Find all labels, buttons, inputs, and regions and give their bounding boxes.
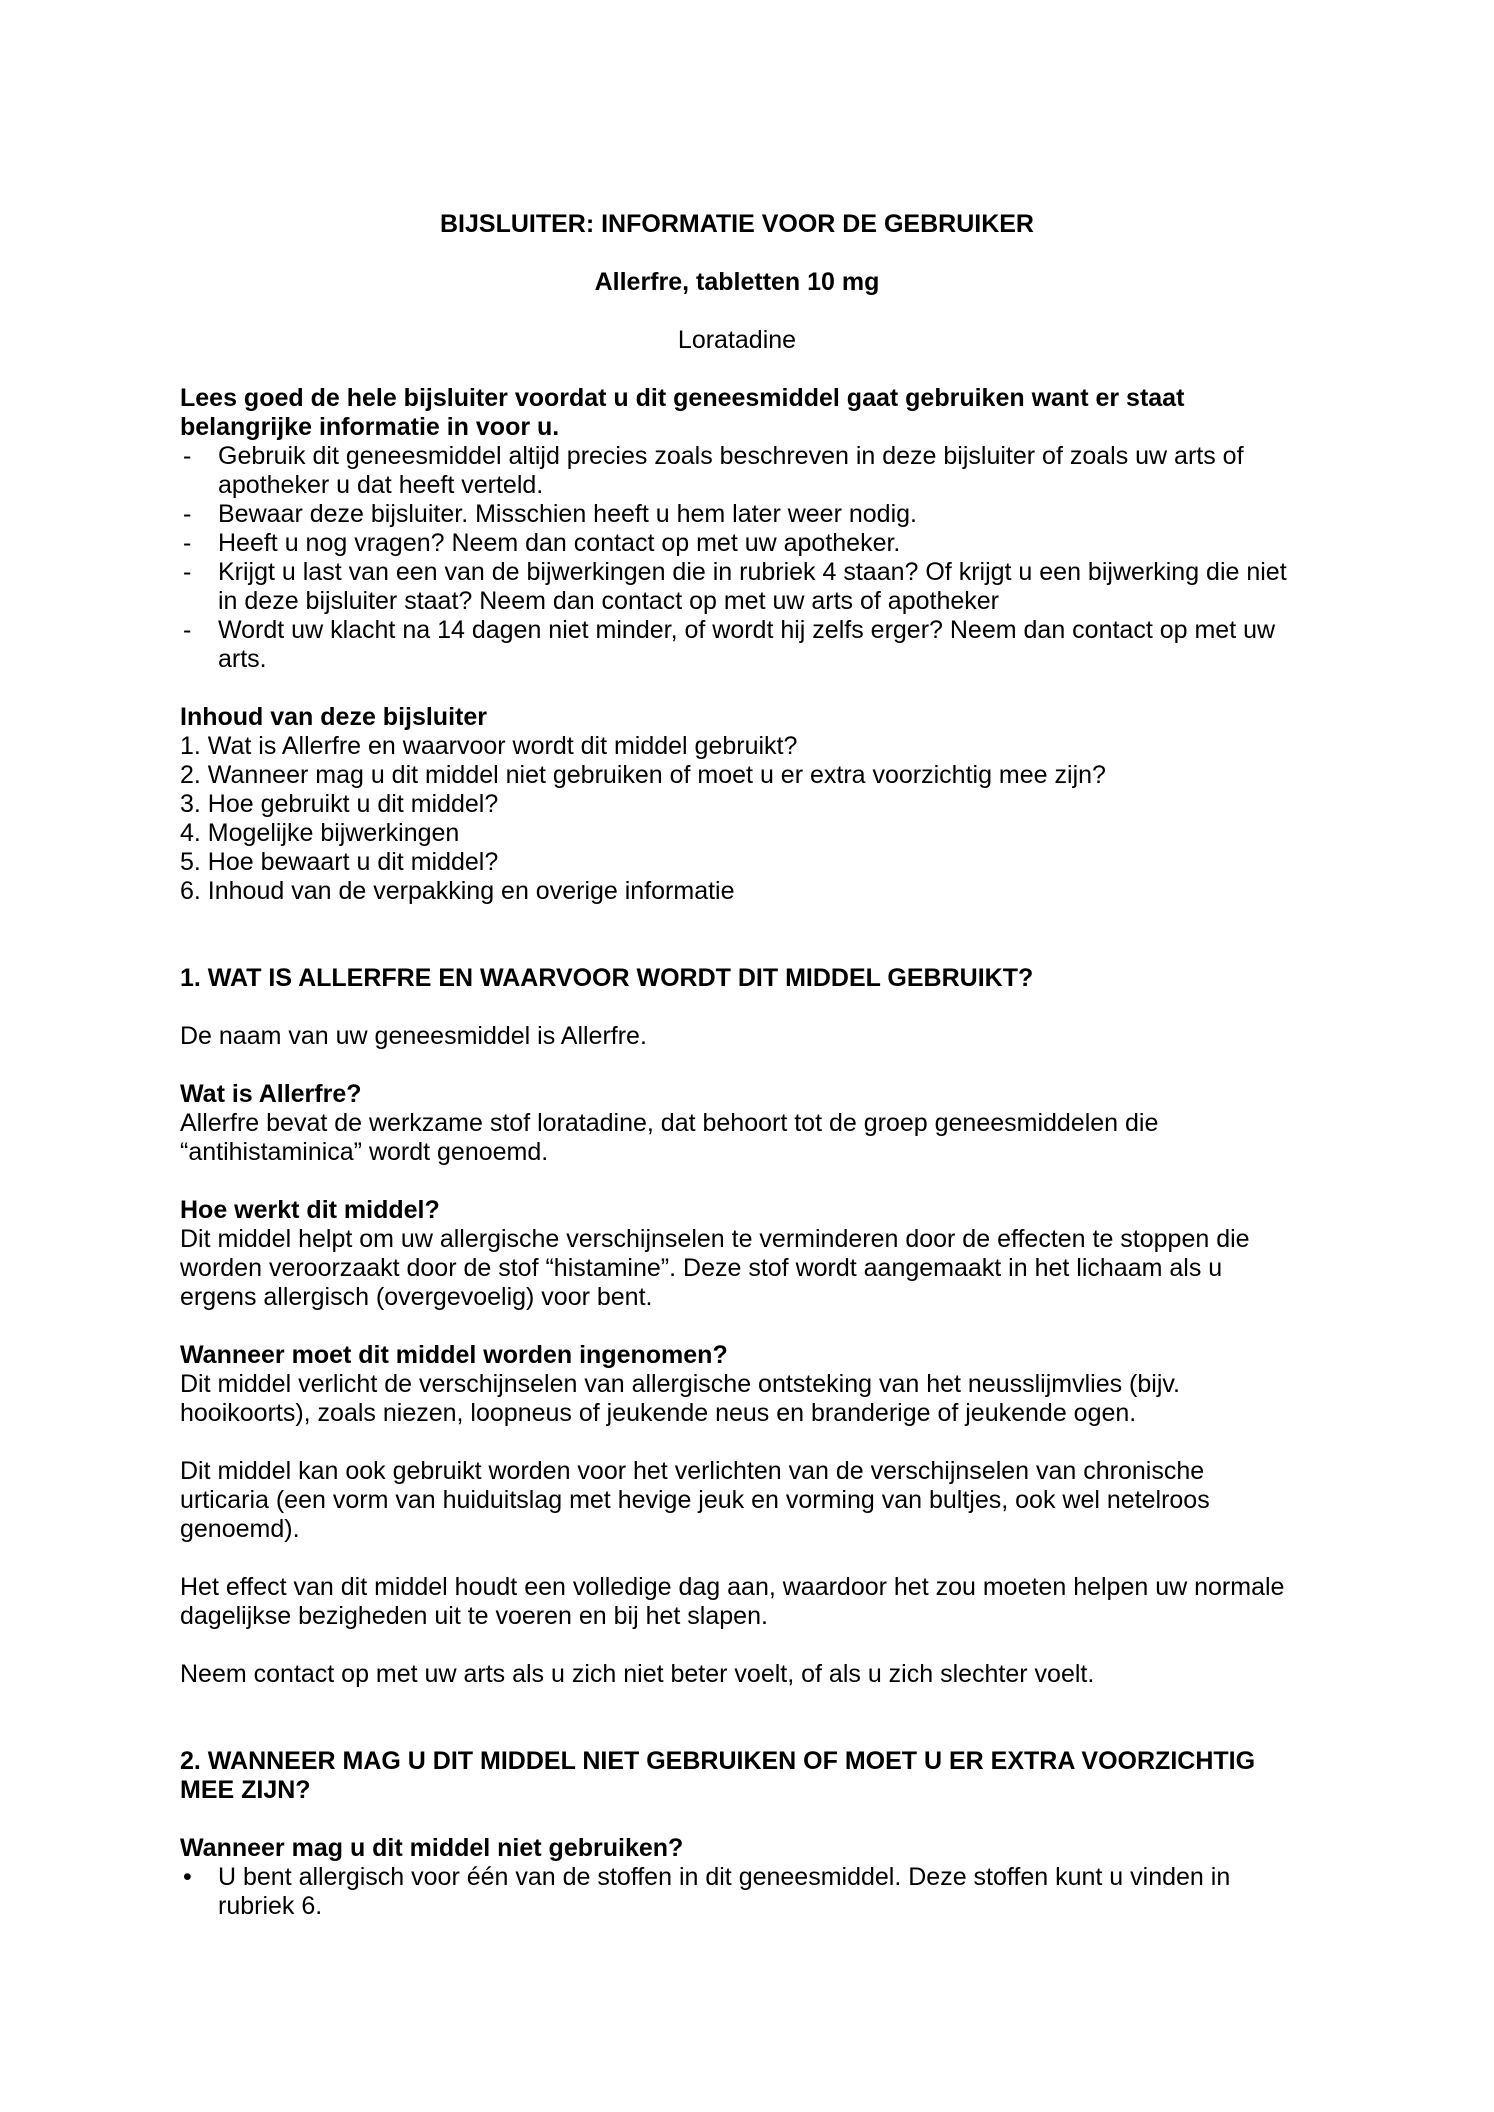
when-not-use-heading: Wanneer mag u dit middel niet gebruiken? [180,1834,684,1862]
toc-item: 1. Wat is Allerfre en waarvoor wordt dit middel gebruikt? [180,732,798,760]
intro-item-text: Gebruik dit geneesmiddel altijd precies zoals beschreven in deze bijsluiter of zoals uw arts of apotheker u dat heeft verteld. [218,442,1244,499]
intro-item-text: Krijgt u last van een van de bijwerkingen die in rubriek 4 staan? Of krijgt u een bijwerking die niet in deze bijsluiter staat? Neem dan contact op met uw arts of apotheker [218,558,1287,615]
section-1-intro: De naam van uw geneesmiddel is Allerfre. [180,1022,647,1050]
how-works-text: Dit middel helpt om uw allergische verschijnselen te verminderen door de effecten te stoppen die worden veroorzaakt door de stof “histamine”. Deze stof wordt aangemaakt in het lichaam als u ergens allergisch (overgevoelig) voor bent. [180,1225,1250,1311]
when-not-use-item [180,1863,1294,1921]
how-works-heading: Hoe werkt dit middel? [180,1196,440,1224]
toc-heading: Inhoud van deze bijsluiter [180,703,487,731]
intro-list-item [180,529,1294,558]
when-not-use-item-text: U bent allergisch voor één van de stoffen in dit geneesmiddel. Deze stoffen kunt u vinden in rubriek 6. [218,1863,1231,1920]
leaflet-content [180,210,1294,1921]
toc-item: 4. Mogelijke bijwerkingen [180,819,460,847]
when-take-heading: Wanneer moet dit middel worden ingenomen? [180,1341,728,1369]
when-not-use-list [180,1863,1294,1921]
toc-list [180,732,1294,906]
doc-title: BIJSLUITER: INFORMATIE VOOR DE GEBRUIKER [439,210,1034,238]
when-take-p2: Dit middel kan ook gebruikt worden voor het verlichten van de verschijnselen van chronische urticaria (een vorm van huiduitslag met hevige jeuk en vorming van bultjes, ook wel netelroos genoemd). [180,1457,1210,1543]
intro-item-text: Bewaar deze bijsluiter. Misschien heeft u hem later weer nodig. [218,500,917,528]
toc-item: 6. Inhoud van de verpakking en overige informatie [180,877,735,905]
dash-marker: - [183,529,192,557]
intro-item-text: Wordt uw klacht na 14 dagen niet minder, of wordt hij zelfs erger? Neem dan contact op met uw arts. [218,616,1276,673]
intro-list-item [180,558,1294,616]
what-is-heading: Wat is Allerfre? [180,1080,362,1108]
toc-item: 3. Hoe gebruikt u dit middel? [180,790,499,818]
section-1-heading: 1. WAT IS ALLERFRE EN WAARVOOR WORDT DIT MIDDEL GEBRUIKT? [180,964,1034,992]
dash-marker: - [183,616,192,644]
dash-marker: - [183,442,192,470]
toc-item: 2. Wanneer mag u dit middel niet gebruiken of moet u er extra voorzichtig mee zijn? [180,761,1106,789]
intro-list-item [180,500,1294,529]
dash-marker: - [183,500,192,528]
intro-item-text: Heeft u nog vragen? Neem dan contact op met uw apotheker. [218,529,901,557]
section-2-heading: 2. WANNEER MAG U DIT MIDDEL NIET GEBRUIKEN OF MOET U ER EXTRA VOORZICHTIG MEE ZIJN? [180,1747,1256,1804]
what-is-text: Allerfre bevat de werkzame stof loratadine, dat behoort tot de groep geneesmiddelen die “antihistaminica” wordt genoemd. [180,1109,1159,1166]
when-take-p1: Dit middel verlicht de verschijnselen van allergische ontsteking van het neusslijmvlies (bijv. hooikoorts), zoals niezen, loopneus of jeukende neus en branderige of jeukende ogen. [180,1370,1180,1427]
intro-list-item [180,616,1294,674]
when-take-p3: Het effect van dit middel houdt een volledige dag aan, waardoor het zou moeten helpen uw normale dagelijkse bezigheden uit te voeren en bij het slapen. [180,1573,1285,1630]
active-substance: Loratadine [677,326,797,354]
toc-item: 5. Hoe bewaart u dit middel? [180,848,499,876]
bullet-marker: • [183,1863,192,1891]
intro-list-item [180,442,1294,500]
intro-list [180,442,1294,674]
intro-lead: Lees goed de hele bijsluiter voordat u dit geneesmiddel gaat gebruiken want er staat belangrijke informatie in voor u. [180,384,1185,441]
when-take-p4: Neem contact op met uw arts als u zich niet beter voelt, of als u zich slechter voelt. [180,1660,1095,1688]
product-name: Allerfre, tabletten 10 mg [594,268,880,296]
dash-marker: - [183,558,192,586]
